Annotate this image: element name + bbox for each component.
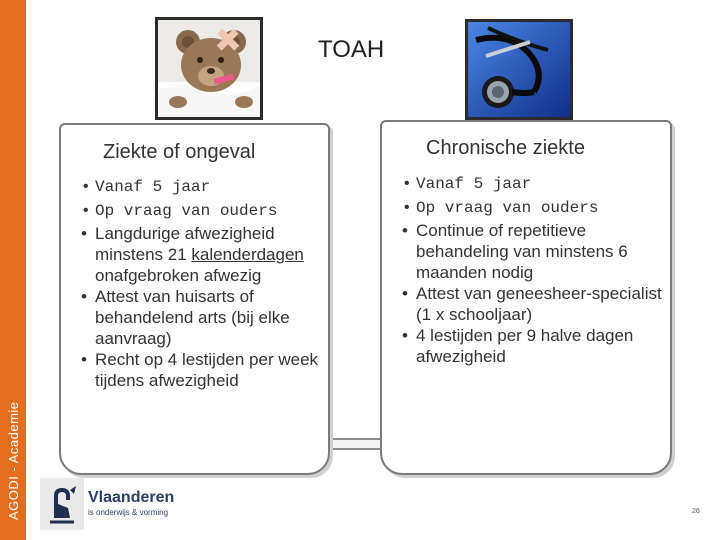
list-item: • Vanaf 5 jaar bbox=[81, 175, 321, 199]
card-title-chronic-illness: Chronische ziekte bbox=[426, 137, 585, 159]
list-item: • Op vraag van ouders bbox=[402, 196, 667, 220]
card-illness-accident bbox=[59, 123, 330, 475]
underlined-term: kalenderdagen bbox=[191, 245, 304, 264]
flemish-lion-icon bbox=[40, 478, 84, 530]
logo-name: Vlaanderen bbox=[88, 489, 175, 506]
page-number: 26 bbox=[692, 508, 700, 515]
card-chronic-illness bbox=[380, 120, 672, 475]
list-item: • Op vraag van ouders bbox=[81, 199, 321, 223]
list-item: • Attest van huisarts of behandelend arts (bij elke aanvraag) bbox=[81, 286, 321, 349]
slide-title: TOAH bbox=[318, 36, 385, 63]
list-item: • Continue of repetitieve behandeling van minstens 6 maanden nodig bbox=[402, 220, 667, 283]
list-item: • Vanaf 5 jaar bbox=[402, 172, 667, 196]
teddy-bear-bandage-icon bbox=[155, 17, 263, 120]
sidebar-band bbox=[0, 0, 26, 540]
vlaanderen-logo bbox=[40, 476, 188, 532]
list-item-text: Langdurige afwezigheid minstens 21 bbox=[95, 224, 275, 264]
logo-subtitle: is onderwijs & vorming bbox=[88, 508, 169, 517]
list-item bbox=[81, 223, 321, 286]
sidebar-label: AGODI - Academie bbox=[6, 401, 21, 520]
illness-accident-list bbox=[81, 175, 321, 391]
stethoscope-icon bbox=[465, 19, 573, 120]
list-item: • Attest van geneesheer-specialist (1 x schooljaar) bbox=[402, 283, 667, 325]
list-item: • Recht op 4 lestijden per week tijdens afwezigheid bbox=[81, 349, 321, 391]
list-item: • 4 lestijden per 9 halve dagen afwezigheid bbox=[402, 325, 667, 367]
list-item-text: onafgebroken afwezig bbox=[95, 266, 262, 285]
chronic-illness-list bbox=[402, 172, 667, 367]
card-title-illness-accident: Ziekte of ongeval bbox=[103, 141, 256, 163]
